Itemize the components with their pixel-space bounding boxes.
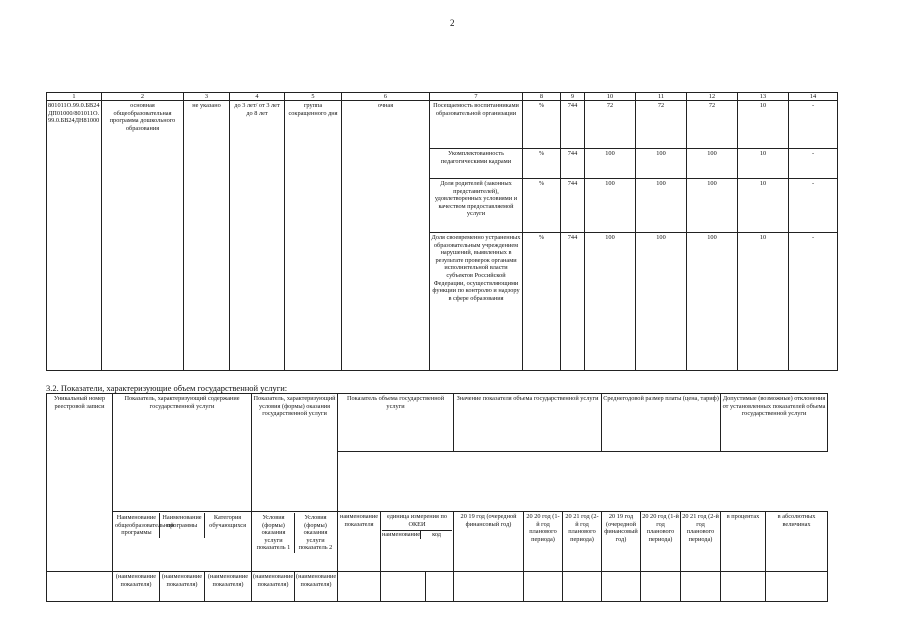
col-program: Наименование программы bbox=[159, 513, 204, 538]
col-num: 2 bbox=[102, 93, 184, 101]
value-y2: 72 bbox=[636, 101, 687, 149]
okei: 744 bbox=[561, 233, 585, 371]
col-num: 4 bbox=[230, 93, 285, 101]
value-year-21: 20 21 год (2-й год планового периода) bbox=[563, 512, 602, 572]
deviation-percent: в процентах bbox=[721, 512, 766, 572]
okei: 744 bbox=[561, 149, 585, 179]
okei: 744 bbox=[561, 101, 585, 149]
indicator-name: Доля своевременно устраненных образовательным учреждением нарушений, выявленных в результате проверок органами исполнительной власти субъектов Российской Федерации, осуществляющими функции по контролю и надзору в сфере образования bbox=[430, 233, 523, 371]
header-value: Значение показателя объема государственной услуги bbox=[454, 394, 602, 452]
col-num: 8 bbox=[523, 93, 561, 101]
content-subheader bbox=[113, 512, 252, 572]
conditions-subheader bbox=[252, 512, 338, 572]
sub-label: (наименование показателя) bbox=[205, 572, 252, 602]
value-y1: 100 bbox=[585, 149, 636, 179]
deviation-absolute: в абсолютных величинах bbox=[766, 512, 828, 572]
col-num: 14 bbox=[789, 93, 838, 101]
col-num: 13 bbox=[738, 93, 789, 101]
indicator-name: Посещаемость воспитанниками образовательной организации bbox=[430, 101, 523, 149]
unit: % bbox=[523, 233, 561, 371]
deviation-pct: 10 bbox=[738, 233, 789, 371]
col-num: 11 bbox=[636, 93, 687, 101]
value-y3: 72 bbox=[687, 101, 738, 149]
col-num: 9 bbox=[561, 93, 585, 101]
value-y3: 100 bbox=[687, 179, 738, 233]
unit-name: наименование bbox=[382, 531, 421, 539]
col-condition-1: Условия (формы) оказания услуги показатель 1 bbox=[253, 513, 295, 553]
value-y2: 100 bbox=[636, 149, 687, 179]
col-num: 1 bbox=[47, 93, 102, 101]
value-y1: 100 bbox=[585, 179, 636, 233]
header-volume: Показатель объема государственной услуги bbox=[338, 394, 454, 452]
col-program-edu: Наименование общеобразовательной программы bbox=[115, 514, 174, 537]
deviation-abs: - bbox=[789, 233, 838, 371]
unit: % bbox=[523, 101, 561, 149]
unit-okei-header: единица измерения по ОКЕИ bbox=[387, 513, 447, 528]
value-year-19: 20 19 год (очередной финансовый год) bbox=[454, 512, 524, 572]
group-type: группа сокращенного дня bbox=[285, 101, 342, 371]
value-y1: 100 bbox=[585, 233, 636, 371]
unit-code: код bbox=[432, 531, 441, 539]
unit: % bbox=[523, 149, 561, 179]
col-num: 6 bbox=[342, 93, 430, 101]
value-y3: 100 bbox=[687, 149, 738, 179]
col-num: 7 bbox=[430, 93, 523, 101]
value-y1: 72 bbox=[585, 101, 636, 149]
volume-unit bbox=[381, 512, 454, 572]
col-condition-2: Условия (формы) оказания услуги показатель 2 bbox=[298, 514, 333, 552]
value-y3: 100 bbox=[687, 233, 738, 371]
col-category: Категория обучающихся bbox=[209, 514, 246, 529]
sub-label: (наименование показателя) bbox=[113, 572, 160, 602]
program-name: основная общеобразовательная программа дошкольного образования bbox=[102, 101, 184, 371]
volume-indicators-table bbox=[46, 393, 828, 602]
form: очная bbox=[342, 101, 430, 371]
header-unique-number: Уникальный номер реестровой записи bbox=[47, 394, 113, 572]
col-num: 10 bbox=[585, 93, 636, 101]
indicator-name: Доля родителей (законных представителей), удовлетворенных условиями и качеством предоставляемой услуги bbox=[430, 179, 523, 233]
sub-label: (наименование показателя) bbox=[252, 572, 295, 602]
deviation-abs: - bbox=[789, 101, 838, 149]
value-y2: 100 bbox=[636, 179, 687, 233]
col-num: 3 bbox=[184, 93, 230, 101]
col-num: 5 bbox=[285, 93, 342, 101]
unit: % bbox=[523, 179, 561, 233]
sub-label: (наименование показателя) bbox=[295, 572, 338, 602]
header-price: Среднегодовой размер платы (цена, тариф) bbox=[602, 394, 721, 452]
price-year-21: 20 21 год (2-й год планового периода) bbox=[681, 512, 721, 572]
okei: 744 bbox=[561, 179, 585, 233]
page-number: 2 bbox=[450, 18, 455, 28]
price-year-20: 20 20 год (1-й год планового периода) bbox=[641, 512, 681, 572]
deviation-pct: 10 bbox=[738, 179, 789, 233]
registry-code: 801011О.99.0.БВ24ДП01000/801011О.99.0.БВ24ДН81000 bbox=[47, 101, 102, 371]
header-conditions: Показатель, характеризующий условия (формы) оказания государственной услуги bbox=[252, 394, 338, 512]
column-numbers-row bbox=[47, 93, 838, 101]
section-title: 3.2. Показатели, характеризующие объем государственной услуги: bbox=[46, 383, 288, 393]
value-year-20: 20 20 год (1-й год планового периода) bbox=[524, 512, 563, 572]
table-row bbox=[47, 101, 838, 149]
deviation-abs: - bbox=[789, 179, 838, 233]
deviation-abs: - bbox=[789, 149, 838, 179]
sub-label: (наименование показателя) bbox=[160, 572, 205, 602]
col-num: 12 bbox=[687, 93, 738, 101]
price-year-19: 20 19 год (очередной финансовый год) bbox=[602, 512, 641, 572]
header-deviation: Допустимые (возможные) отклонения от установленных показателей объема государственной услуги bbox=[721, 394, 828, 452]
category: не указано bbox=[184, 101, 230, 371]
age: до 3 лет/ от 3 лет до 8 лет bbox=[230, 101, 285, 371]
value-y2: 100 bbox=[636, 233, 687, 371]
header-content: Показатель, характеризующий содержание государственной услуги bbox=[113, 394, 252, 512]
volume-name: наименование показателя bbox=[338, 512, 381, 572]
deviation-pct: 10 bbox=[738, 101, 789, 149]
quality-indicators-table bbox=[46, 92, 838, 371]
indicator-name: Укомплектованность педагогическими кадрами bbox=[430, 149, 523, 179]
deviation-pct: 10 bbox=[738, 149, 789, 179]
